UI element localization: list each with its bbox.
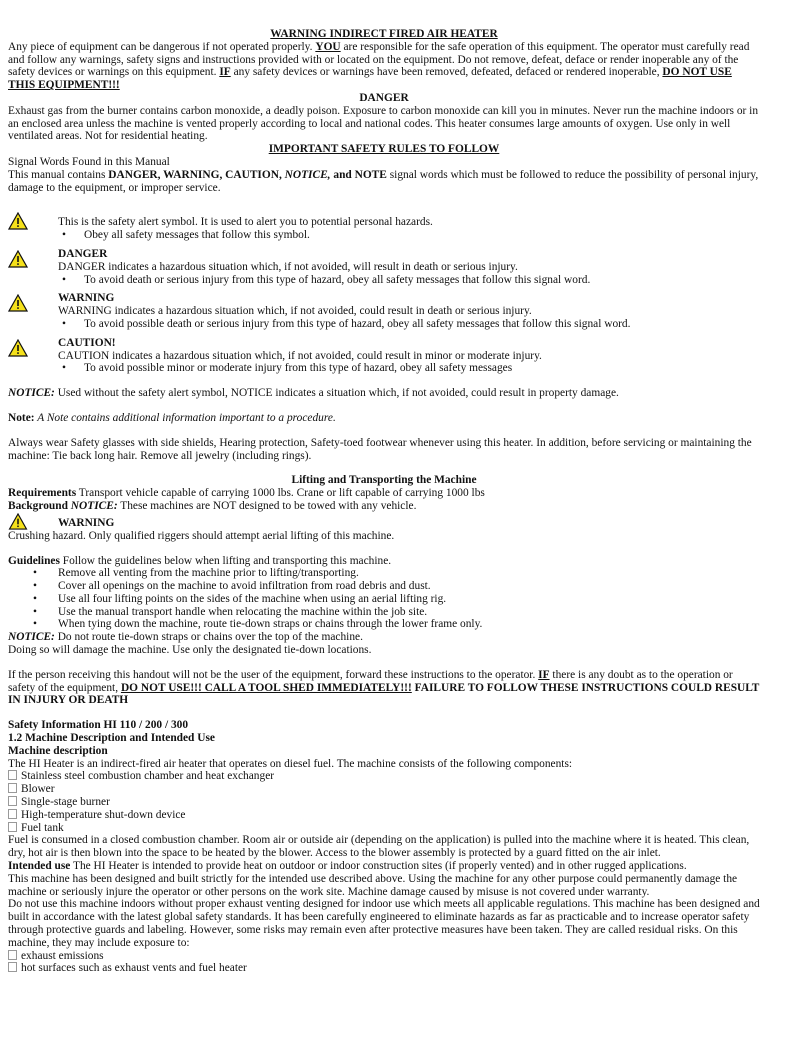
intended-use-label: Intended use (8, 860, 71, 873)
signal-words-paragraph (8, 169, 760, 195)
signal-and-note: and NOTE (330, 168, 387, 181)
page-title: WARNING INDIRECT FIRED AIR HEATER (270, 28, 498, 40)
signal-post: signal words which must be followed to reduce the possibility of personal injury, damage to the equipment, or improper service. (8, 168, 759, 194)
alert-warning-heading: WARNING (58, 292, 115, 305)
checkbox-glyph-icon (8, 822, 17, 832)
intended-use-text: The HI Heater is intended to provide heat on outdoor or indoor construction sites (if properly vented) and in other rugged applications. (70, 860, 687, 873)
list-item: • Use all four lifting points on the sides of the machine when using an aerial lifting rig. (8, 593, 760, 606)
component-label: Fuel tank (21, 821, 64, 834)
checkbox-glyph-icon (8, 796, 17, 806)
indoors-paragraph: Do not use this machine indoors without proper exhaust venting designed for indoor use which meets all applicable regulations. This machine has been designed and built in accordance with the latest global safety standards. It has been carefully engineered to eliminate hazards as far as practicable and to increase operator safety through protective guards and labeling. However, some risks may remain even after protective measures have been taken. They are called residual risks. On this machine, they may include exposure to: (8, 898, 760, 949)
intro-do-not-use: DO NOT USE THIS EQUIPMENT!!! (8, 66, 732, 92)
alert-danger-text: DANGER indicates a hazardous situation which, if not avoided, will result in death or serious injury. (58, 260, 518, 273)
signal-words-bold: DANGER, WARNING, CAUTION, (108, 168, 285, 181)
caution-alert-icon (8, 337, 58, 357)
forward-text-a: If the person receiving this handout will not be the user of the equipment, forward these instructions to the operator. (8, 668, 539, 681)
requirements-line (8, 487, 760, 500)
lifting-warning-heading: WARNING (58, 516, 115, 529)
list-item (8, 796, 760, 809)
checkbox-glyph-icon (8, 783, 17, 793)
alert-block-warning (8, 292, 760, 330)
alert-caution-text: CAUTION indicates a hazardous situation which, if not avoided, could result in minor or moderate injury. (58, 349, 542, 362)
ppe-paragraph: Always wear Safety glasses with side shields, Hearing protection, Safety-toed footwear whenever using this heater. In addition, before servicing or maintaining the machine: Tie back long hair. Remove all jewelry (including rings). (8, 436, 752, 462)
alert-danger-heading: DANGER (58, 247, 108, 260)
fuel-paragraph: Fuel is consumed in a closed combustion chamber. Room air or outside air (depending on the application) is pulled into the machine where it is heated. This clean, dry, hot air is then blown into the space to be heated by the blower. Access to the blower assembly is protected by a guard fitted on the air inlet. (8, 834, 750, 860)
note-label: Note: (8, 411, 35, 424)
checkbox-glyph-icon (8, 950, 17, 960)
guidelines-label: Guidelines (8, 554, 60, 567)
notice-paragraph (8, 387, 760, 400)
intro-you: YOU (315, 40, 341, 53)
alert-warning-text: WARNING indicates a hazardous situation which, if not avoided, could result in death or serious injury. (58, 305, 532, 318)
checkbox-glyph-icon (8, 770, 17, 780)
requirements-text: Transport vehicle capable of carrying 1000 lbs. Crane or lift capable of carrying 1000 lbs (76, 487, 485, 500)
risks-list (8, 950, 760, 976)
list-item: • Remove all venting from the machine prior to lifting/transporting. (8, 567, 760, 580)
alert-caution-heading: CAUTION! (58, 336, 116, 349)
tie-down-doing: Doing so will damage the machine. Use only the designated tie-down locations. (8, 644, 372, 657)
list-item (8, 770, 760, 783)
notice-text: Used without the safety alert symbol, NOTICE indicates a situation which, if not avoided, could result in property damage. (54, 387, 619, 400)
rules-heading: IMPORTANT SAFETY RULES TO FOLLOW (268, 143, 500, 156)
guidelines-list (8, 567, 760, 631)
lifting-warning (8, 513, 760, 530)
machine-description-text: The HI Heater is an indirect-fired air heater that operates on diesel fuel. The machine consists of the following components: (8, 757, 573, 770)
list-item (8, 783, 760, 796)
tie-down-notice-label: NOTICE: (8, 631, 55, 644)
danger-paragraph: Exhaust gas from the burner contains carbon monoxide, a deadly poison. Exposure to carbon monoxide can kill you in minutes. Never run the machine indoors or in an enclosed area unless the machine is vented properly according to local and national codes. This heater consumes large amounts of oxygen. Use only in well ventilated areas. Not for residential heating. (8, 104, 759, 143)
alert-block-symbol (8, 210, 760, 242)
safety-alert-icon (8, 210, 58, 230)
alert-block-caution (8, 337, 760, 375)
forward-text-b: there is any doubt as to the operation or safety of the equipment, (8, 668, 733, 694)
danger-alert-icon (8, 248, 58, 268)
lifting-warning-icon (8, 513, 58, 530)
crushing-hazard: Crushing hazard. Only qualified riggers should attempt aerial lifting of this machine. (8, 529, 395, 542)
background-text: These machines are NOT designed to be towed with any vehicle. (117, 499, 417, 512)
intended-use-paragraph (8, 860, 760, 873)
lifting-heading: Lifting and Transporting the Machine (291, 474, 477, 487)
alert-symbol-bullet: • Obey all safety messages that follow this symbol. (58, 229, 760, 242)
components-list (8, 770, 760, 834)
risk-label: exhaust emissions (21, 949, 104, 962)
requirements-label: Requirements (8, 487, 77, 500)
background-label: Background (8, 499, 71, 512)
note-text: A Note contains additional information important to a procedure. (34, 411, 336, 424)
intro-text-c: any safety devices or warnings have been removed, defeated, defaced or rendered inoperable, (230, 66, 663, 79)
background-line (8, 500, 760, 513)
background-notice: NOTICE: (70, 499, 118, 512)
notice-label: NOTICE: (8, 387, 55, 400)
guidelines-text: Follow the guidelines below when lifting and transporting this machine. (59, 554, 392, 567)
safety-info-heading: Safety Information HI 110 / 200 / 300 (8, 719, 189, 732)
forward-if: IF (538, 668, 550, 681)
forward-paragraph (8, 669, 760, 707)
list-item (8, 962, 760, 975)
list-item (8, 822, 760, 835)
forward-call: DO NOT USE!!! CALL A TOOL SHED IMMEDIATELY!!! (120, 681, 412, 694)
list-item: • Use the manual transport handle when relocating the machine within the job site. (8, 606, 760, 619)
machine-description-section-heading: 1.2 Machine Description and Intended Use (8, 732, 215, 745)
alert-warning-bullet: • To avoid possible death or serious injury from this type of hazard, obey all safety messages that follow this signal word. (58, 318, 760, 331)
tie-down-notice (8, 631, 760, 644)
signal-notice: NOTICE, (284, 168, 331, 181)
forward-text-c: FAILURE TO FOLLOW THESE INSTRUCTIONS COULD RESULT IN INJURY OR DEATH (8, 681, 760, 707)
alert-symbol-text: This is the safety alert symbol. It is used to alert you to potential personal hazards. (58, 216, 433, 229)
designed-paragraph: This machine has been designed and built strictly for the intended use described above. Using the machine for any other purpose could permanently damage the machine or seriously injure the operator or other persons on the work site. Machine damage caused by misuse is not covered under warranty. (8, 872, 738, 898)
intro-paragraph (8, 41, 760, 92)
document-page (8, 28, 760, 975)
component-label: Blower (21, 783, 55, 796)
intro-text-b: are responsible for the safe operation of this equipment. The operator must carefully read and follow any warnings, safety signs and instructions provided with or located on the equipment. Do not remove, defeat, deface or render inoperable any of the safety devices or warnings on this equipment. (8, 40, 750, 79)
list-item (8, 809, 760, 822)
machine-description-heading: Machine description (8, 744, 108, 757)
checkbox-glyph-icon (8, 809, 17, 819)
alert-caution-bullet: • To avoid possible minor or moderate injury from this type of hazard, obey all safety messages (58, 362, 760, 375)
list-item (8, 950, 760, 963)
component-label: High-temperature shut-down device (21, 808, 186, 821)
tie-down-notice-text: Do not route tie-down straps or chains over the top of the machine. (54, 631, 363, 644)
component-label: Stainless steel combustion chamber and heat exchanger (21, 770, 275, 783)
list-item: • When tying down the machine, route tie-down straps or chains through the lower frame only. (8, 618, 760, 631)
checkbox-glyph-icon (8, 962, 17, 972)
alert-block-danger (8, 248, 760, 286)
note-paragraph (8, 412, 760, 425)
guidelines-line (8, 555, 760, 568)
risk-label: hot surfaces such as exhaust vents and fuel heater (21, 962, 247, 975)
intro-text-a: Any piece of equipment can be dangerous if not operated properly. (8, 40, 316, 53)
signal-words-line: Signal Words Found in this Manual (8, 155, 170, 168)
intro-if: IF (219, 66, 231, 79)
list-item: • Cover all openings on the machine to avoid infiltration from road debris and dust. (8, 580, 760, 593)
alert-danger-bullet: • To avoid death or serious injury from this type of hazard, obey all safety messages that follow this signal word. (58, 274, 760, 287)
signal-pre: This manual contains (8, 168, 109, 181)
warning-alert-icon (8, 292, 58, 312)
component-label: Single-stage burner (21, 796, 110, 809)
danger-heading: DANGER (359, 91, 409, 104)
